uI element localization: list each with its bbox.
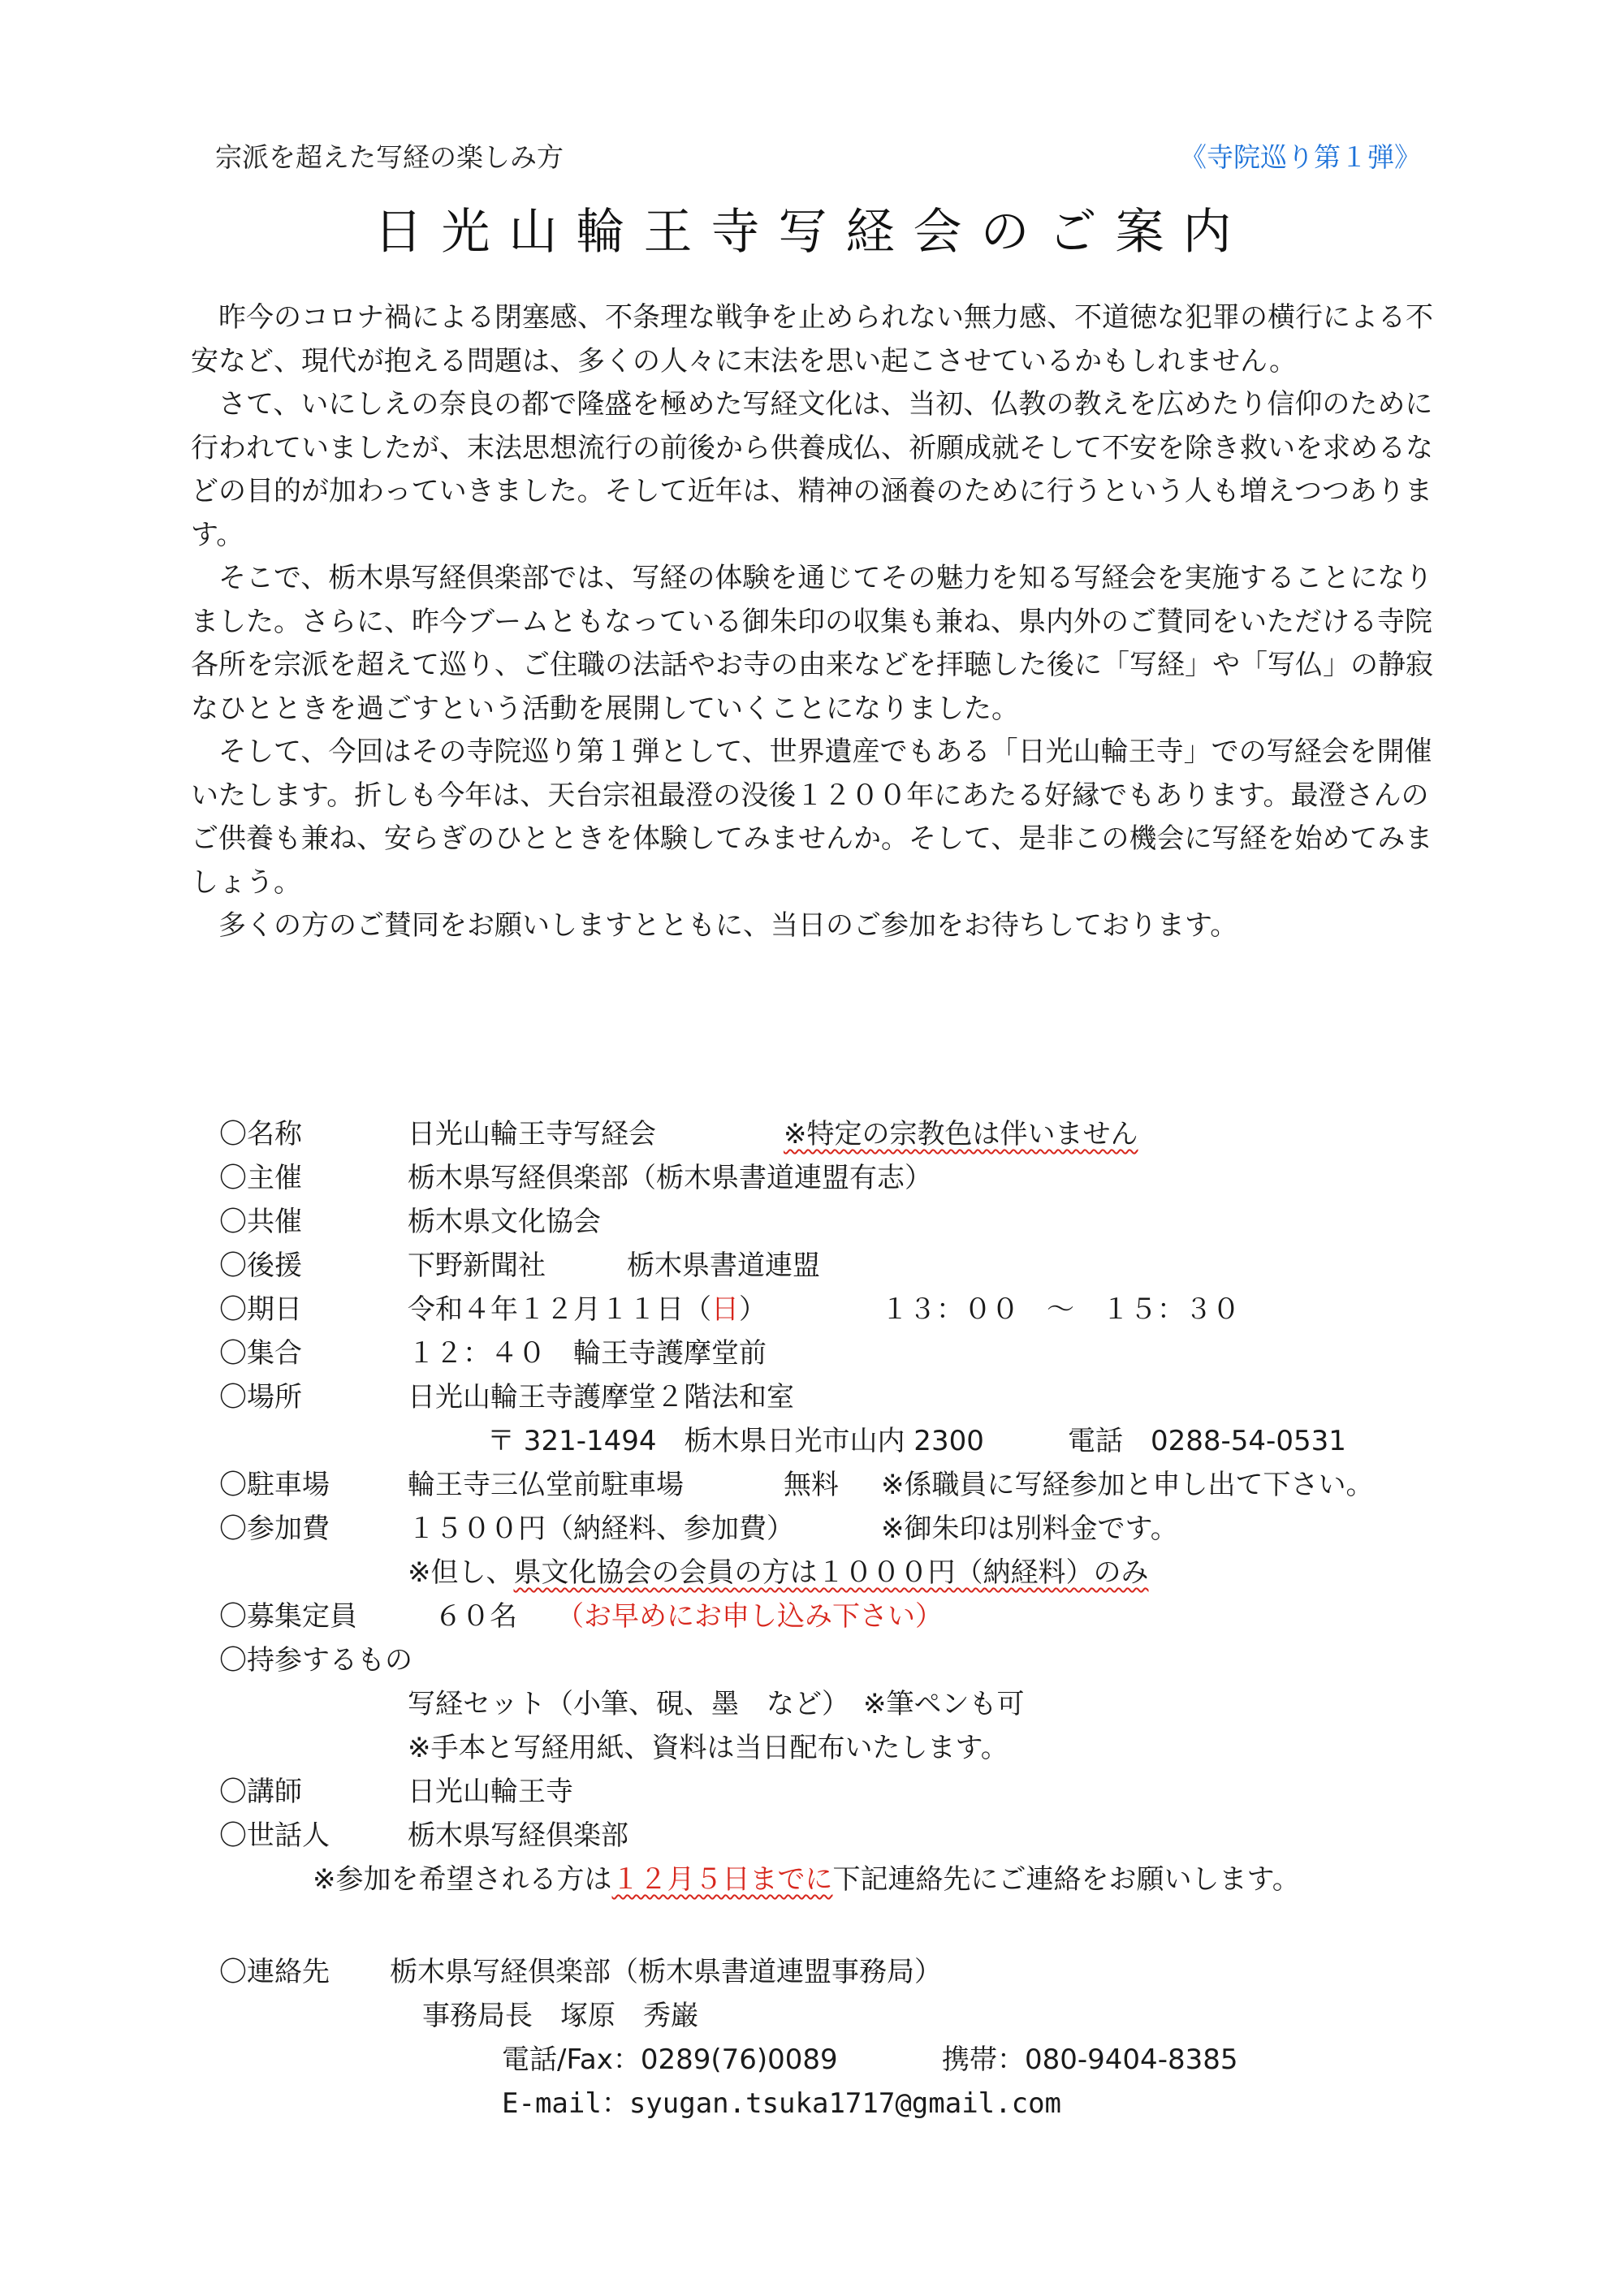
notice-text xyxy=(313,1858,1300,1901)
detail-value: 日光山輪王寺護摩堂２階法和室 xyxy=(408,1381,794,1413)
parking-fee: 無料 xyxy=(784,1469,839,1501)
detail-value: ６０名 xyxy=(434,1600,517,1633)
contact-org: 栃木県写経倶楽部（栃木県書道連盟事務局） xyxy=(390,1956,942,1988)
detail-label: 〇主催 xyxy=(219,1162,302,1194)
deadline: １２月５日までに xyxy=(611,1863,833,1896)
religion-note: ※特定の宗教色は伴いません xyxy=(784,1118,1138,1150)
detail-label: 〇場所 xyxy=(219,1381,302,1413)
date-close: ） xyxy=(739,1293,767,1326)
notice-prefix: ※参加を希望される方は xyxy=(313,1863,612,1896)
detail-label: 〇共催 xyxy=(219,1206,302,1238)
detail-label: 〇後援 xyxy=(219,1249,302,1282)
notice-suffix: 下記連絡先にご連絡をお願いします。 xyxy=(832,1863,1300,1896)
contact-mobile: 携帯：080-9404-8385 xyxy=(942,2044,1238,2076)
paragraph-2: さて、いにしえの奈良の都で隆盛を極めた写経文化は、当初、仏教の教えを広めたり信仰のために行われていましたが、末法思想流行の前後から供養成仏、祈願成就そして不安を除き救いを求めるなどの目的が加わっていきました。そして近年は、精神の涵養のために行うという人も増えつつあります。 xyxy=(191,388,1433,551)
time-value: １３：００ ～ １５：３０ xyxy=(881,1293,1240,1326)
detail-value: 栃木県写経倶楽部 xyxy=(408,1819,628,1852)
detail-label: 〇駐車場 xyxy=(219,1469,330,1501)
date-text: 令和４年１２月１１日（ xyxy=(408,1293,711,1326)
parking-note: ※係職員に写経参加と申し出て下さい。 xyxy=(881,1469,1374,1501)
detail-value: 栃木県写経倶楽部（栃木県書道連盟有志） xyxy=(408,1162,932,1194)
paragraph-5: 多くの方のご賛同をお願いしますとともに、当日のご参加をお待ちしております。 xyxy=(218,909,1238,942)
detail-label: 〇参加費 xyxy=(219,1513,330,1545)
detail-value: 下野新聞社 xyxy=(408,1249,546,1282)
venue-address: 〒 321-1494 栃木県日光市山内 2300 xyxy=(487,1425,984,1457)
detail-value: １５００円（納経料、参加費） xyxy=(408,1513,794,1545)
venue-phone: 電話 0288-54-0531 xyxy=(1068,1425,1346,1457)
detail-label: 〇講師 xyxy=(219,1776,302,1808)
document-title: 日光山輪王寺写経会のご案内 xyxy=(374,204,1250,261)
detail-value-2: 栃木県書道連盟 xyxy=(627,1249,820,1282)
bring-item: ※手本と写経用紙、資料は当日配布いたします。 xyxy=(408,1732,1009,1764)
contact-email: E-mail：syugan.tsuka1717@gmail.com xyxy=(502,2087,1062,2120)
detail-label: 〇期日 xyxy=(219,1293,302,1326)
detail-value: 日光山輪王寺 xyxy=(408,1776,573,1808)
date-value xyxy=(408,1288,767,1331)
paragraph-3: そこで、栃木県写経倶楽部では、写経の体験を通じてその魅力を知る写経会を実施することになりました。さらに、昨今ブームともなっている御朱印の収集も兼ね、県内外のご賛同をいただける寺院各所を宗派を超えて巡り、ご住職の法話やお寺の由来などを拝聴した後に「写経」や「写仏」の静寂なひとときを過ごすという活動を展開していくことになりました。 xyxy=(191,562,1433,725)
member-note-prefix: ※但し、 xyxy=(408,1556,514,1589)
contact-label: 〇連絡先 xyxy=(219,1956,330,1988)
detail-value: 栃木県文化協会 xyxy=(408,1206,601,1238)
detail-label: 〇名称 xyxy=(219,1118,302,1150)
series-label: 《寺院巡り第１弾》 xyxy=(1180,141,1421,173)
detail-value: 輪王寺三仏堂前駐車場 xyxy=(408,1469,684,1501)
detail-value: 日光山輪王寺写経会 xyxy=(408,1118,656,1150)
paragraph-1: 昨今のコロナ禍による閉塞感、不条理な戦争を止められない無力感、不道徳な犯罪の横行による不安など、現代が抱える問題は、多くの人々に末法を思い起こさせているかもしれません。 xyxy=(191,301,1433,378)
day-of-week: 日 xyxy=(711,1293,739,1326)
contact-tel: 電話/Fax：0289(76)0089 xyxy=(502,2044,838,2076)
body-text xyxy=(191,296,1449,948)
member-note-text: 県文化協会の会員の方は１０００円（納経料）のみ xyxy=(513,1556,1149,1589)
paragraph-4: そして、今回はその寺院巡り第１弾として、世界遺産でもある「日光山輪王寺」での写経会を開催いたします。折しも今年は、天台宗祖最澄の没後１２００年にあたる好縁でもあります。最澄さんのご供養も兼ね、安らぎのひとときを体験してみませんか。そして、是非この機会に写経を始めてみましょう。 xyxy=(191,736,1433,899)
detail-label: 〇募集定員 xyxy=(219,1600,357,1633)
fee-note: ※御朱印は別料金です。 xyxy=(881,1513,1178,1545)
document-subtitle: 宗派を超えた写経の楽しみ方 xyxy=(215,141,564,173)
bring-item: 写経セット（小筆、硯、墨 など） ※筆ペンも可 xyxy=(408,1688,1025,1720)
member-fee-note xyxy=(408,1551,1149,1595)
detail-label: 〇世話人 xyxy=(219,1819,330,1852)
detail-value: １２：４０ 輪王寺護摩堂前 xyxy=(408,1337,767,1370)
detail-label: 〇集合 xyxy=(219,1337,302,1370)
detail-label: 〇持参するもの xyxy=(219,1644,412,1677)
capacity-note: （お早めにお申し込み下さい） xyxy=(556,1600,943,1633)
contact-person: 事務局長 塚原 秀巌 xyxy=(422,2000,698,2032)
